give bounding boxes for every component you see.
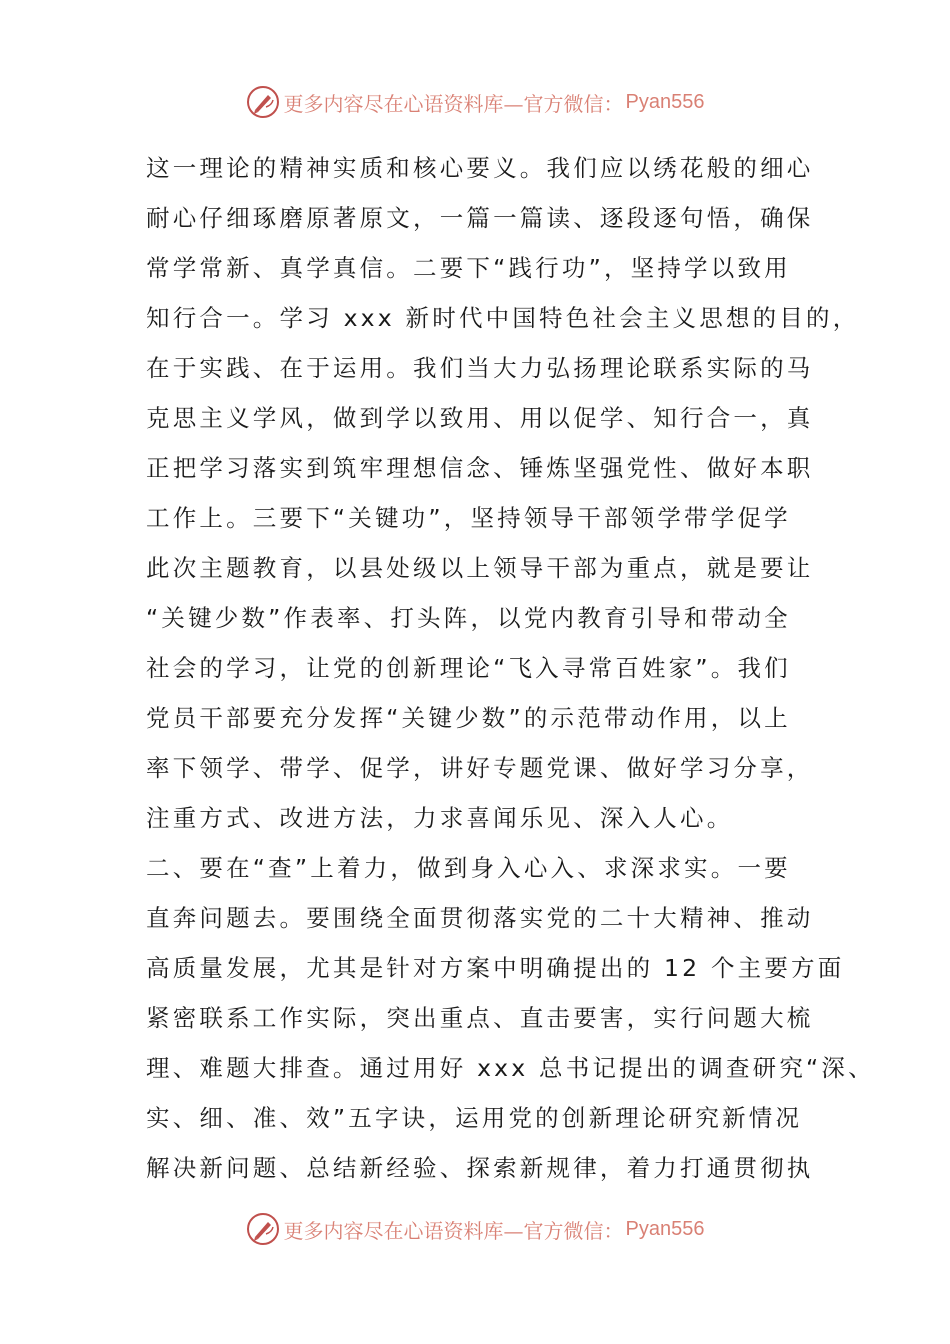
body-line: 二、要在“查”上着力，做到身入心入、求深求实。一要	[146, 854, 791, 882]
body-line: 实、细、准、效”五字诀，运用党的创新理论研究新情况	[146, 1104, 803, 1132]
watermark-footer	[0, 1209, 950, 1249]
body-line: 知行合一。学习 xxx 新时代中国特色社会主义思想的目的，	[146, 304, 860, 332]
body-line: 克思主义学风，做到学以致用、用以促学、知行合一，真	[146, 404, 814, 432]
document-body	[146, 143, 875, 1193]
watermark-wechat-id: Pyan556	[625, 1217, 705, 1240]
body-line: 这一理论的精神实质和核心要义。我们应以绣花般的细心	[146, 154, 814, 182]
body-line: 在于实践、在于运用。我们当大力弘扬理论联系实际的马	[146, 354, 814, 382]
body-line: 正把学习落实到筑牢理想信念、锤炼坚强党性、做好本职	[146, 454, 814, 482]
body-line: 党员干部要充分发挥“关键少数”的示范带动作用，以上	[146, 704, 791, 732]
body-line: 直奔问题去。要围绕全面贯彻落实党的二十大精神、推动	[146, 904, 814, 932]
body-line: 社会的学习，让党的创新理论“飞入寻常百姓家”。我们	[146, 654, 791, 682]
watermark-text: 更多内容尽在心语资料库—官方微信：	[283, 1218, 624, 1243]
watermark-wechat-id: Pyan556	[625, 90, 705, 113]
pen-logo-icon	[246, 85, 280, 119]
body-line: 解决新问题、总结新经验、探索新规律，着力打通贯彻执	[146, 1154, 814, 1182]
body-line: 工作上。三要下“关键功”，坚持领导干部领学带学促学	[146, 504, 791, 532]
body-line: “关键少数”作表率、打头阵，以党内教育引导和带动全	[146, 604, 791, 632]
watermark-text: 更多内容尽在心语资料库—官方微信：	[283, 91, 624, 116]
body-line: 注重方式、改进方法，力求喜闻乐见、深入人心。	[146, 804, 734, 832]
body-line: 率下领学、带学、促学，讲好专题党课、做好学习分享，	[146, 754, 814, 782]
body-line: 理、难题大排查。通过用好 xxx 总书记提出的调查研究“深、	[146, 1054, 875, 1082]
body-line: 紧密联系工作实际，突出重点、直击要害，实行问题大梳	[146, 1004, 814, 1032]
body-line: 高质量发展，尤其是针对方案中明确提出的 12 个主要方面	[146, 954, 845, 982]
pen-logo-icon	[246, 1212, 280, 1246]
body-line: 耐心仔细琢磨原著原文，一篇一篇读、逐段逐句悟，确保	[146, 204, 814, 232]
body-line: 此次主题教育，以县处级以上领导干部为重点，就是要让	[146, 554, 814, 582]
body-line: 常学常新、真学真信。二要下“践行功”，坚持学以致用	[146, 254, 791, 282]
watermark-header	[0, 82, 950, 122]
